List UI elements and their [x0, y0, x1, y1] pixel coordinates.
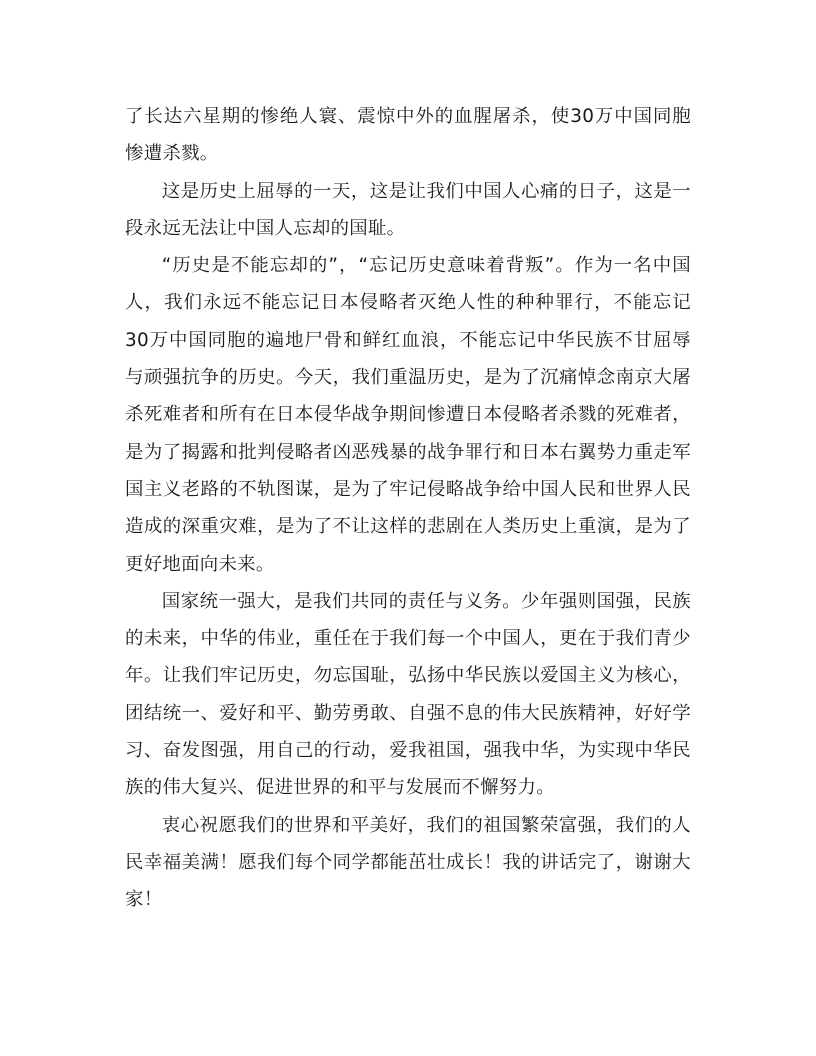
paragraph-5: 衷心祝愿我们的世界和平美好，我们的祖国繁荣富强，我们的人民幸福美满！愿我们每个同学都能茁壮成长！我的讲话完了，谢谢大家！: [125, 814, 691, 911]
document-body: [125, 98, 691, 919]
paragraph-1: 了长达六星期的惨绝人寰、震惊中外的血腥屠杀，使30万中国同胞惨遭杀戮。: [125, 106, 691, 165]
paragraph-2: 这是历史上屈辱的一天，这是让我们中国人心痛的日子，这是一段永远无法让中国人忘却的国耻。: [125, 180, 691, 239]
paragraph-4: 国家统一强大，是我们共同的责任与义务。少年强则国强，民族的未来，中华的伟业，重任在于我们每一个中国人，更在于我们青少年。让我们牢记历史，勿忘国耻，弘扬中华民族以爱国主义为核心，团结统一、爱好和平、勤劳勇敢、自强不息的伟大民族精神，好好学习、奋发图强，用自己的行动，爱我祖国，强我中华，为实现中华民族的伟大复兴、促进世界的和平与发展而不懈努力。: [125, 590, 691, 799]
paragraph-3: “历史是不能忘却的”，“忘记历史意味着背叛”。作为一名中国人，我们永远不能忘记日本侵略者灭绝人性的种种罪行，不能忘记30万中国同胞的遍地尸骨和鲜红血浪，不能忘记中华民族不甘屈辱与顽强抗争的历史。今天，我们重温历史，是为了沉痛悼念南京大屠杀死难者和所有在日本侵华战争期间惨遭日本侵略者杀戮的死难者，是为了揭露和批判侵略者凶恶残暴的战争罪行和日本右翼势力重走军国主义老路的不轨图谋，是为了牢记侵略战争给中国人民和世界人民造成的深重灾难，是为了不让这样的悲剧在人类历史上重演，是为了更好地面向未来。: [125, 255, 691, 575]
